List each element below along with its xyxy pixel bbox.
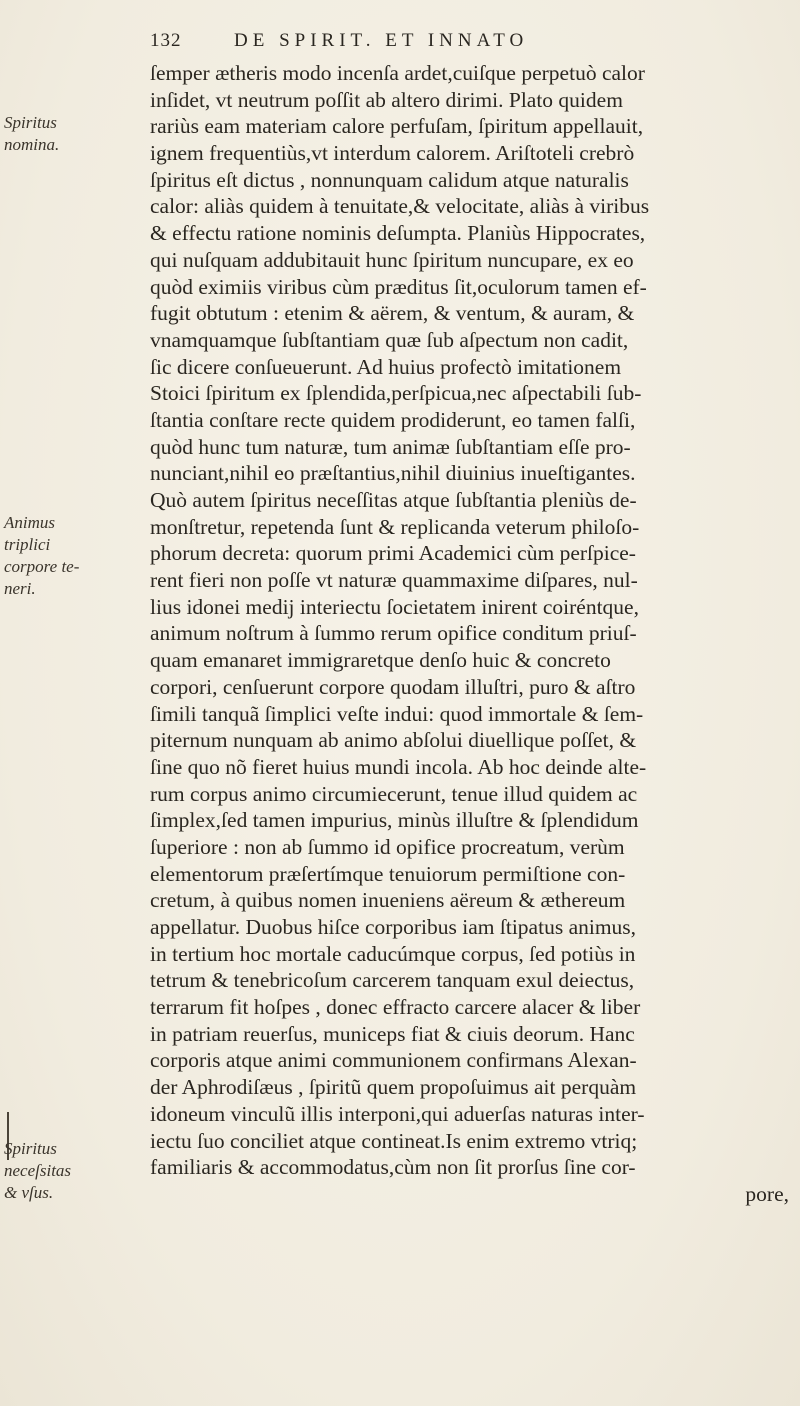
text-line: terrarum fit hoſpes , donec effracto carcere alacer & liber [150, 995, 641, 1020]
text-line: ſemper ætheris modo incenſa ardet,cuiſque perpetuò calor [150, 61, 645, 85]
text-line: rum corpus animo circumiecerunt, tenue illud quidem ac [150, 781, 638, 806]
marginal-note-line: & vſus. [4, 1183, 54, 1202]
main-text-block [150, 60, 795, 1208]
text-line: cretum, à quibus nomen inueniens aëreum & æthereum [150, 888, 626, 913]
text-line: & effectu ratione nominis deſumpta. Planiùs Hippocrates, [150, 221, 646, 246]
text-line: quam emanaret immigraretque denſo huic & concreto [150, 648, 611, 673]
text-line: in tertium hoc mortale caducúmque corpus, ſed potiùs in [150, 941, 636, 966]
text-line: monſtretur, repetenda ſunt & replicanda veterum philoſo- [150, 514, 640, 539]
marginal-note-line: triplici [4, 535, 51, 554]
text-line: qui nuſquam addubitauit hunc ſpiritum nuncupare, ex eo [150, 247, 634, 272]
text-line: Stoici ſpiritum ex ſplendida,perſpicua,nec aſpectabili ſub- [150, 381, 642, 406]
page-number: 132 [150, 30, 182, 51]
marginal-note-line: neri. [4, 579, 36, 598]
text-line: quòd eximiis viribus cùm præditus ſit,oculorum tamen ef- [150, 274, 647, 299]
text-line: calor: aliàs quidem à tenuitate,& velocitate, aliàs à viribus [150, 194, 650, 219]
text-line: der Aphrodiſæus , ſpiritũ quem propoſuimus ait perquàm [150, 1075, 637, 1100]
marginal-note-line: Animus [4, 513, 55, 532]
marginal-note-line: nomina. [4, 135, 60, 154]
text-line: vnamquamque ſubſtantiam quæ ſub aſpectum non cadit, [150, 327, 629, 352]
marginal-note-line: Spiritus [4, 1139, 57, 1158]
marginal-note-spiritus-necessitas [4, 1138, 144, 1204]
text-line: iectu ſuo conciliet atque contineat.Is enim extremo vtriq; [150, 1128, 638, 1153]
text-line: fugit obtutum : etenim & aërem, & ventum, & auram, & [150, 301, 635, 326]
text-line: Quò autem ſpiritus neceſſitas atque ſubſtantia pleniùs de- [150, 488, 637, 512]
marginal-note-animus-triplici [4, 512, 144, 600]
marginal-note-spiritus-nomina [4, 112, 144, 156]
text-line: idoneum vinculũ illis interponi,qui aduerſas naturas inter- [150, 1101, 645, 1126]
running-head: DE SPIRIT. ET INNATO [234, 30, 529, 51]
text-line: elementorum præſertímque tenuiorum permiſtione con- [150, 861, 626, 886]
text-line: corpori, cenſuerunt corpore quodam illuſtri, puro & aſtro [150, 674, 636, 699]
marginal-note-line: Spiritus [4, 113, 57, 132]
text-line: piternum nunquam ab animo abſolui diuellique poſſet, & [150, 728, 637, 753]
text-line: ſuperiore : non ab ſummo id opifice procreatum, verùm [150, 834, 625, 859]
text-line: ſpiritus eſt dictus , nonnunquam calidum atque naturalis [150, 167, 629, 192]
text-line: in patriam reuerſus, municeps fiat & ciuis deorum. Hanc [150, 1021, 635, 1046]
marginal-note-line: neceſsitas [4, 1161, 72, 1180]
text-line: ſic dicere conſueuerunt. Ad huius profectò imitationem [150, 354, 622, 379]
text-line: ſimili tanquã ſimplici veſte indui: quod immortale & ſem- [150, 701, 644, 726]
text-line: quòd hunc tum naturæ, tum animæ ſubſtantiam eſſe pro- [150, 434, 631, 459]
text-line: rent fieri non poſſe vt naturæ quammaxime diſpares, nul- [150, 568, 638, 593]
marginal-note-line: corpore te- [4, 557, 80, 576]
text-line: rariùs eam materiam calore perfuſam, ſpiritum appellauit, [150, 114, 644, 139]
text-line: ſtantia conſtare recte quidem prodiderunt, eo tamen falſi, [150, 407, 636, 432]
text-line: nunciant,nihil eo præſtantius,nihil diuinius inueſtigantes. [150, 461, 636, 486]
text-line: ignem frequentiùs,vt interdum calorem. Ariſtoteli crebrò [150, 141, 635, 166]
text-line: tetrum & tenebricoſum carcerem tanquam exul deiectus, [150, 968, 635, 993]
text-line: appellatur. Duobus hiſce corporibus iam ſtipatus animus, [150, 915, 637, 939]
text-line: ſine quo nõ fieret huius mundi incola. Ab hoc deinde alte- [150, 754, 647, 779]
text-line: ſimplex,ſed tamen impurius, minùs illuſtre & ſplendidum [150, 808, 639, 833]
text-line: animum noſtrum à ſummo rerum opifice conditum priuſ- [150, 621, 637, 646]
text-line: inſidet, vt neutrum poſſit ab altero dirimi. Plato quidem [150, 87, 623, 112]
text-line: corporis atque animi communionem confirmans Alexan- [150, 1048, 637, 1073]
text-line: phorum decreta: quorum primi Academici cùm perſpice- [150, 541, 636, 566]
text-line: lius idonei medij interiectu ſocietatem inirent coiréntque, [150, 594, 639, 619]
text-line: familiaris & accommodatus,cùm non ſit prorſus ſine cor- [150, 1155, 636, 1180]
catchword-line: pore, [745, 1181, 789, 1206]
page-header [150, 30, 790, 60]
